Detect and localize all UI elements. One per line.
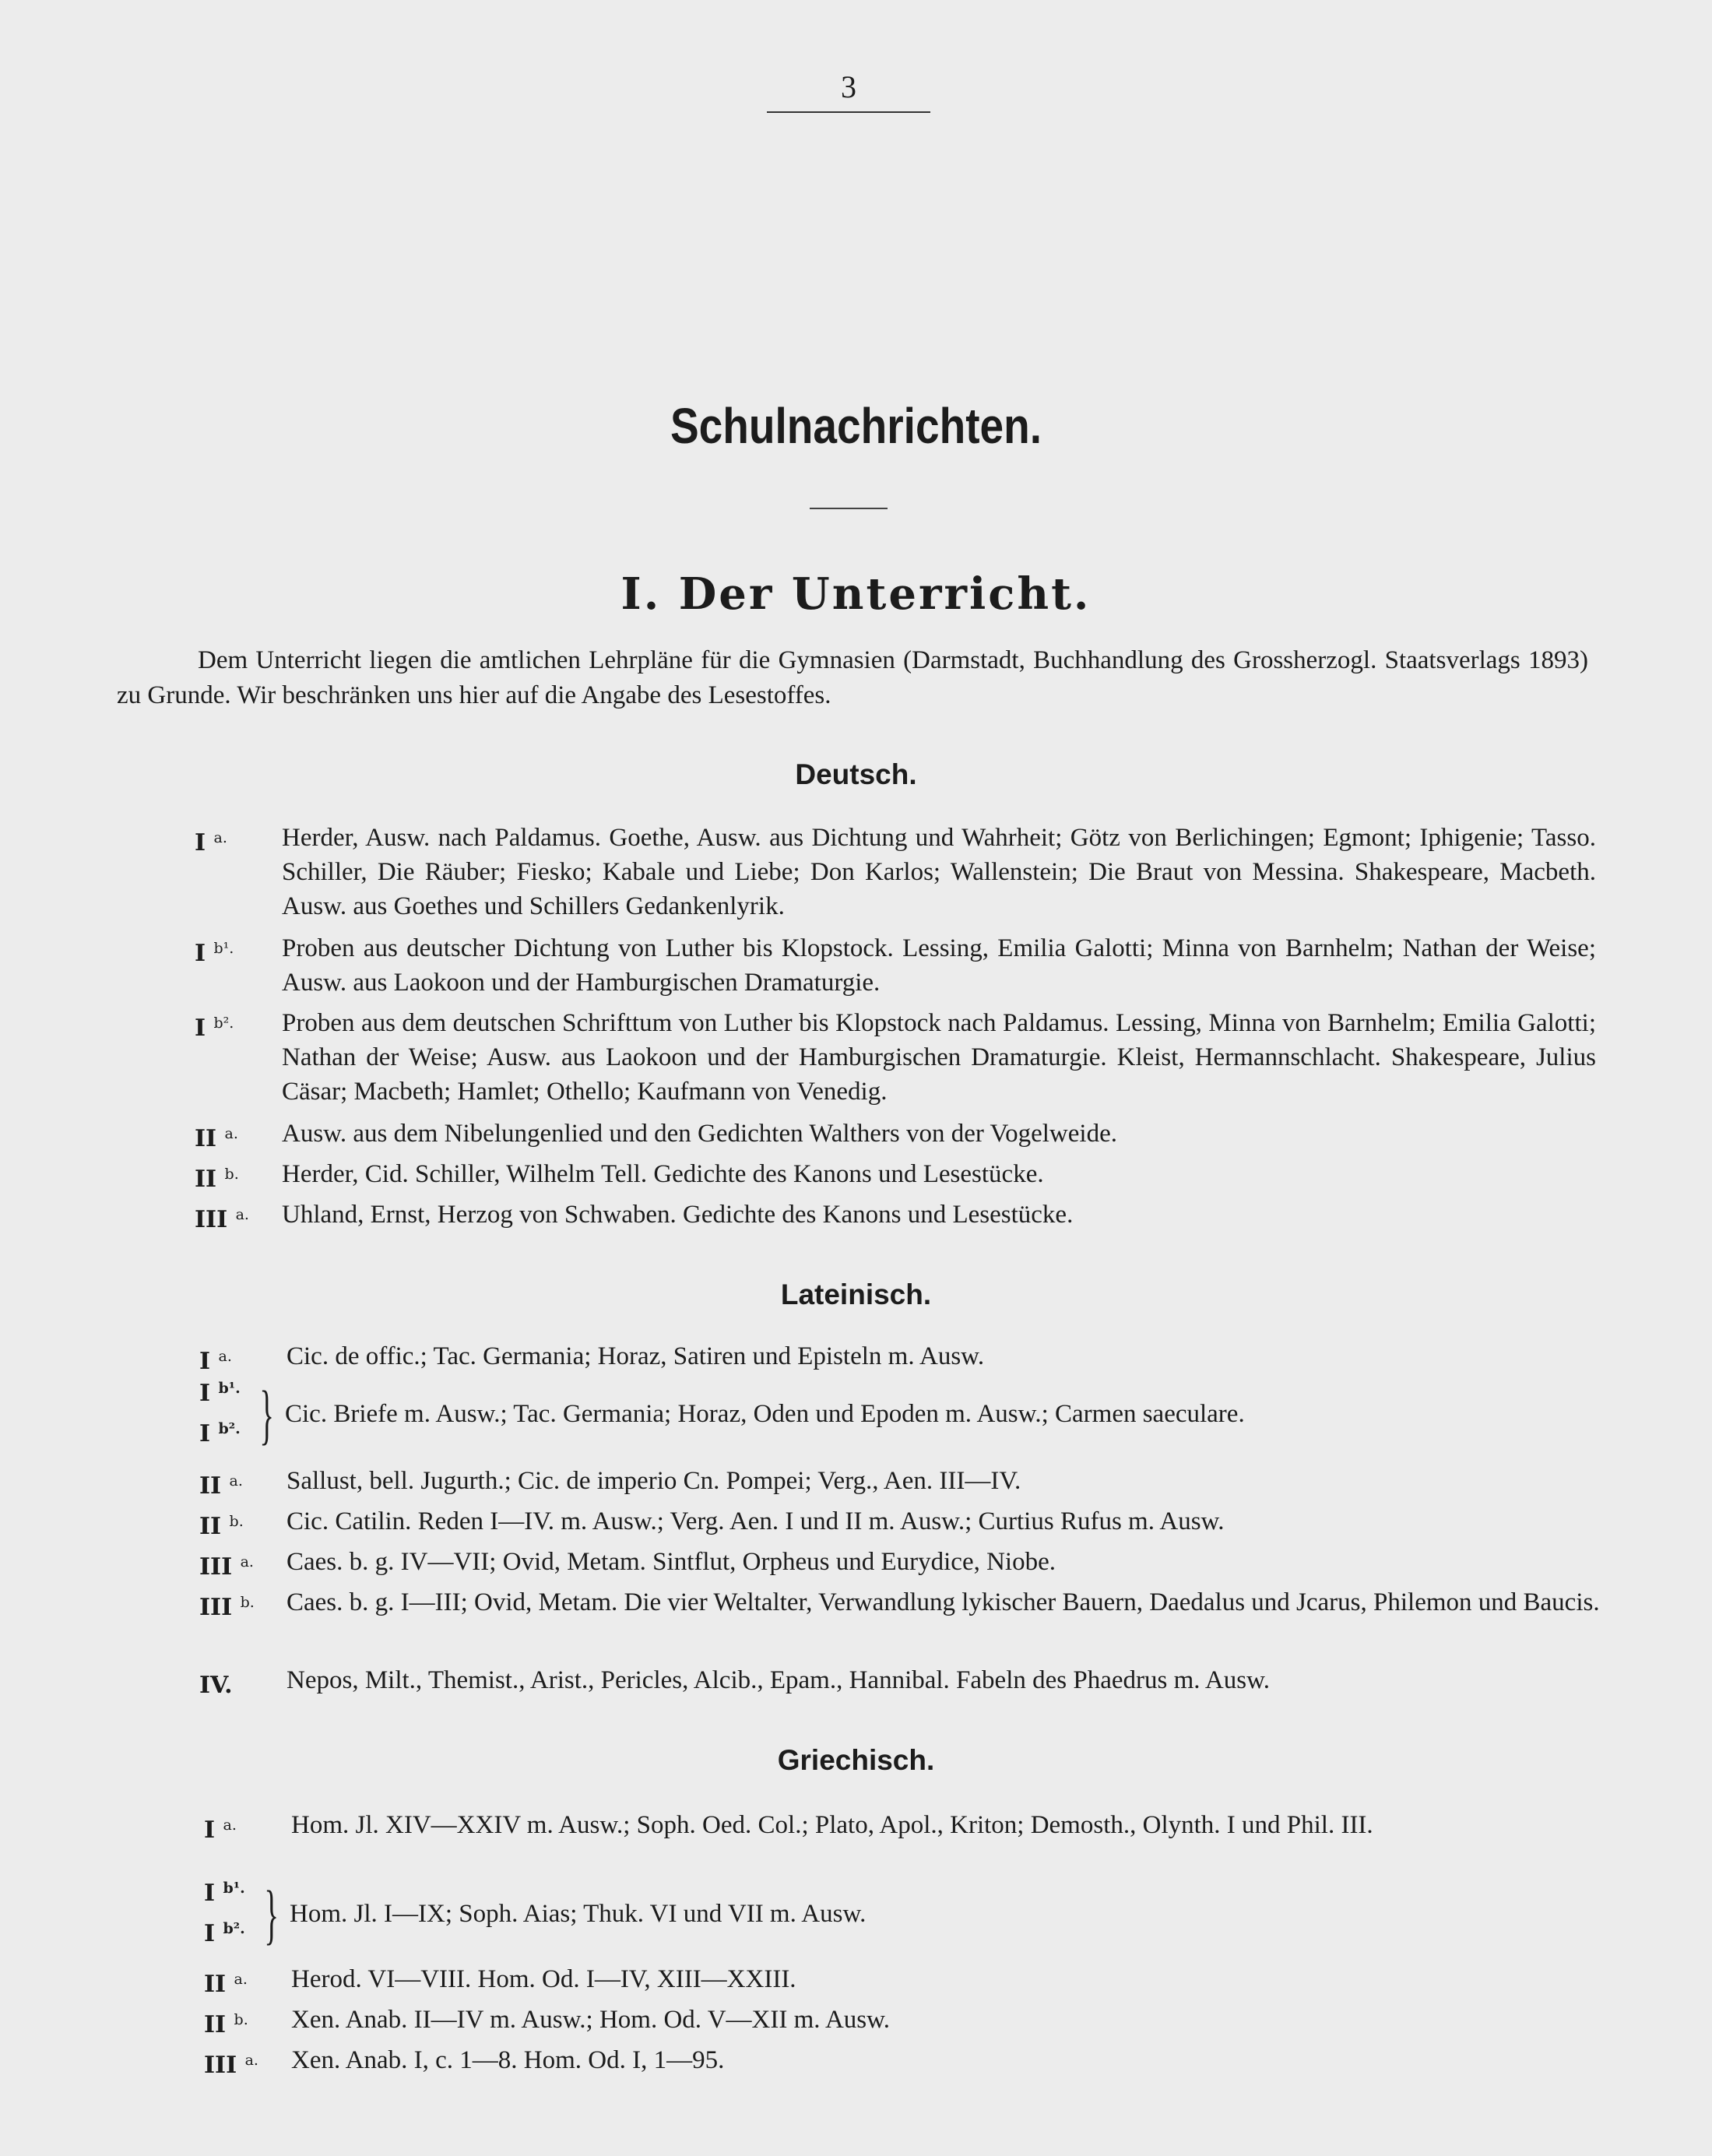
class-suffix: a. (240, 1553, 254, 1570)
class-label (195, 1117, 269, 1156)
class-label (195, 931, 269, 971)
reading-text: Caes. b. g. I—III; Ovid, Metam. Die vier Weltalter, Verwandlung lykischer Bauern, Daedalus und Jcarus, Philemon und Baucis. (287, 1588, 1600, 1616)
reading-text: Caes. b. g. IV—VII; Ovid, Metam. Sintflut, Orpheus und Eurydice, Niobe. (287, 1548, 1056, 1576)
list-item (204, 1876, 1605, 1957)
subject-heading-griechisch: Griechisch. (777, 1744, 935, 1776)
class-label (204, 1962, 278, 2002)
class-label (199, 1663, 273, 1703)
class-numeral: III (199, 1553, 233, 1581)
list-item (204, 1962, 1605, 1996)
class-label (199, 1545, 273, 1584)
class-numeral: IV. (199, 1672, 233, 1699)
list-item (199, 1663, 1601, 1697)
class-numeral: I (195, 829, 206, 856)
reading-text: Cic. Catilin. Reden I—IV. m. Ausw.; Verg. Aen. I und II m. Ausw.; Curtius Rufus m. Ausw. (287, 1507, 1225, 1535)
list-item (195, 1157, 1596, 1191)
reading-text: Cic. de offic.; Tac. Germania; Horaz, Satiren und Episteln m. Ausw. (287, 1342, 985, 1370)
class-suffix: a. (213, 829, 227, 846)
class-suffix: b². (218, 1420, 241, 1437)
class-numeral: I (199, 1380, 211, 1407)
reading-text: Cic. Briefe m. Ausw.; Tac. Germania; Horaz, Oden und Epoden m. Ausw.; Carmen saeculare. (285, 1400, 1245, 1428)
class-label (204, 2003, 278, 2042)
class-label (195, 1006, 269, 1046)
class-numeral: II (195, 1125, 217, 1152)
class-numeral: I (195, 1015, 206, 1042)
class-suffix: b. (229, 1513, 244, 1530)
reading-text: Proben aus dem deutschen Schrifttum von Luther bis Klopstock nach Paldamus. Lessing, Minna von Barnhelm; Emilia Galotti; Nathan der Weise; Ausw. aus Laokoon und der Hamburgischen Dramaturgie. Kleist, Hermannschlacht. Shakespeare, Julius Cäsar; Macbeth; Hamlet; Othello; Kaufmann von Venedig. (282, 1009, 1596, 1106)
class-label (199, 1339, 273, 1379)
reading-text: Sallust, bell. Jugurth.; Cic. de imperio Cn. Pompei; Verg., Aen. III—IV. (287, 1467, 1021, 1495)
list-item (204, 2003, 1605, 2037)
class-suffix: b¹. (213, 940, 234, 957)
class-numeral: III (195, 1206, 228, 1233)
reading-text: Hom. Jl. XIV—XXIV m. Ausw.; Soph. Oed. Col.; Plato, Apol., Kriton; Demosth., Olynth. I und Phil. III. (291, 1811, 1373, 1839)
class-suffix: a. (244, 2052, 258, 2069)
class-suffix: a. (224, 1125, 238, 1142)
list-item (195, 931, 1596, 1000)
class-suffix: a. (234, 1971, 248, 1988)
list-item (204, 2043, 1605, 2077)
class-numeral: I (195, 940, 206, 967)
reading-text: Ausw. aus dem Nibelungenlied und den Gedichten Walthers von der Vogelweide. (282, 1120, 1117, 1148)
class-numeral: III (199, 1594, 233, 1621)
class-suffix: b². (223, 1920, 245, 1937)
class-label (204, 1880, 245, 1907)
class-numeral: I (204, 1880, 216, 1907)
reading-text: Xen. Anab. II—IV m. Ausw.; Hom. Od. V—XII m. Ausw. (291, 2006, 891, 2034)
list-item (199, 1339, 1601, 1373)
list-item (199, 1545, 1601, 1579)
reading-text: Herod. VI—VIII. Hom. Od. I—IV, XIII—XXIII. (291, 1965, 796, 1993)
brace: } (264, 1876, 279, 1951)
list-item (199, 1464, 1601, 1498)
divider (810, 508, 888, 509)
list-item (195, 1117, 1596, 1151)
class-label (195, 1198, 269, 1237)
class-numeral: II (204, 1971, 227, 1998)
class-suffix: b². (213, 1015, 234, 1032)
intro-paragraph: Dem Unterricht liegen die amtlichen Lehrpläne für die Gymnasien (Darmstadt, Buchhandlung des Grossherzogl. Staatsverlags 1893) zu Grunde. Wir beschränken uns hier auf die Angabe des Lesestoffes. (117, 646, 1588, 709)
class-label (195, 1157, 269, 1197)
class-numeral: II (204, 2011, 227, 2038)
subject-heading-deutsch: Deutsch. (795, 758, 917, 790)
list-item (195, 821, 1596, 923)
class-numeral: II (199, 1472, 222, 1500)
reading-text: Herder, Cid. Schiller, Wilhelm Tell. Gedichte des Kanons und Lesestücke. (282, 1160, 1044, 1188)
class-label (199, 1420, 241, 1447)
class-suffix: b. (234, 2011, 248, 2028)
class-suffix: a. (229, 1472, 243, 1490)
reading-text: Proben aus deutscher Dichtung von Luther bis Klopstock. Lessing, Emilia Galotti; Minna von Barnhelm; Nathan der Weise; Ausw. aus Laokoon und der Hamburgischen Dramaturgie. (282, 934, 1596, 997)
reading-text: Nepos, Milt., Themist., Arist., Pericles, Alcib., Epam., Hannibal. Fabeln des Phaedrus m. Ausw. (287, 1666, 1271, 1694)
class-suffix: b. (224, 1166, 239, 1183)
class-label (199, 1585, 273, 1625)
page-title: Schulnachrichten. (670, 398, 1042, 454)
section-title: I. Der Unterricht. (620, 568, 1092, 620)
list-item (195, 1198, 1596, 1232)
class-numeral: III (204, 2052, 237, 2079)
class-label (199, 1504, 273, 1544)
class-suffix: a. (218, 1348, 232, 1365)
page-number: 3 (767, 69, 930, 113)
class-numeral: I (204, 1817, 216, 1844)
class-label (204, 1920, 245, 1947)
class-label (195, 821, 269, 860)
list-item (199, 1504, 1601, 1539)
brace: } (259, 1377, 274, 1451)
class-suffix: b¹. (218, 1380, 241, 1397)
class-suffix: b¹. (223, 1880, 245, 1897)
list-item (199, 1377, 1601, 1458)
class-suffix: a. (223, 1817, 237, 1834)
class-numeral: II (195, 1166, 217, 1193)
reading-text: Xen. Anab. I, c. 1—8. Hom. Od. I, 1—95. (291, 2046, 725, 2074)
reading-text: Hom. Jl. I—IX; Soph. Aias; Thuk. VI und VII m. Ausw. (290, 1900, 867, 1928)
class-label (199, 1380, 241, 1407)
class-suffix: b. (240, 1594, 255, 1611)
class-numeral: I (199, 1348, 211, 1375)
class-suffix: a. (235, 1206, 249, 1223)
class-label (204, 2043, 278, 2083)
class-numeral: I (199, 1420, 211, 1447)
list-item (195, 1006, 1596, 1109)
class-numeral: I (204, 1920, 216, 1947)
class-numeral: II (199, 1513, 222, 1540)
class-label (199, 1464, 273, 1504)
list-item (204, 1808, 1605, 1842)
reading-text: Uhland, Ernst, Herzog von Schwaben. Gedichte des Kanons und Lesestücke. (282, 1201, 1074, 1229)
class-label (204, 1808, 278, 1848)
subject-heading-lateinisch: Lateinisch. (780, 1278, 932, 1310)
reading-text: Herder, Ausw. nach Paldamus. Goethe, Ausw. aus Dichtung und Wahrheit; Götz von Berlichingen; Egmont; Iphigenie; Tasso. Schiller, Die Räuber; Fiesko; Kabale und Liebe; Don Karlos; Wallenstein; Die Braut von Messina. Shakespeare, Macbeth. Ausw. aus Goethes und Schillers Gedankenlyrik. (282, 824, 1596, 920)
list-item (199, 1585, 1601, 1620)
